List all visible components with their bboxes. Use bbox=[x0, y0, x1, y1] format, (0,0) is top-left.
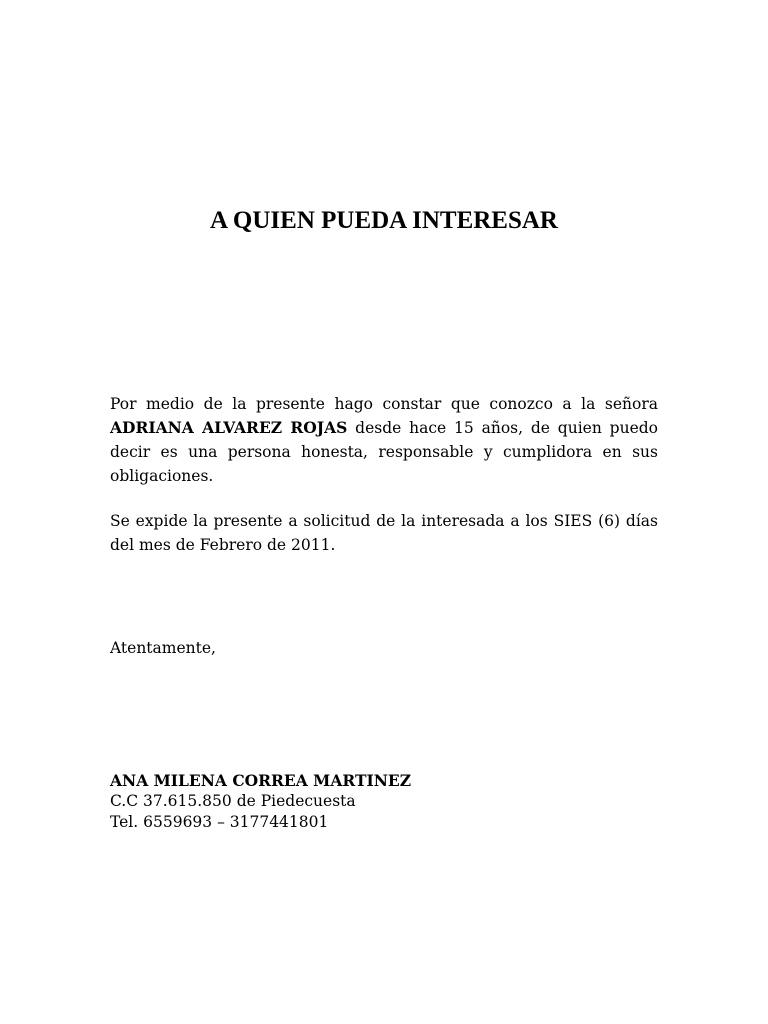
signature-block bbox=[110, 770, 658, 833]
signer-name: ANA MILENA CORREA MARTINEZ bbox=[110, 771, 412, 790]
letter-title: A QUIEN PUEDA INTERESAR bbox=[210, 207, 558, 234]
signer-id: C.C 37.615.850 de Piedecuesta bbox=[110, 792, 356, 810]
body-paragraph-2: Se expide la presente a solicitud de la interesada a los SIES (6) días del mes de Febrero de 2011. bbox=[110, 512, 658, 554]
closing-line: Atentamente, bbox=[110, 639, 216, 657]
subject-name: ADRIANA ALVAREZ ROJAS bbox=[110, 418, 348, 437]
paragraph-1-rest: desde hace 15 años, de quien puedo decir es una persona honesta, responsable y cumplidora en sus obligaciones. bbox=[110, 419, 658, 485]
body-paragraph-1 bbox=[110, 392, 658, 488]
signer-phone: Tel. 6559693 – 3177441801 bbox=[110, 813, 329, 831]
paragraph-1-intro: Por medio de la presente hago constar que conozco a la señora bbox=[110, 395, 658, 413]
